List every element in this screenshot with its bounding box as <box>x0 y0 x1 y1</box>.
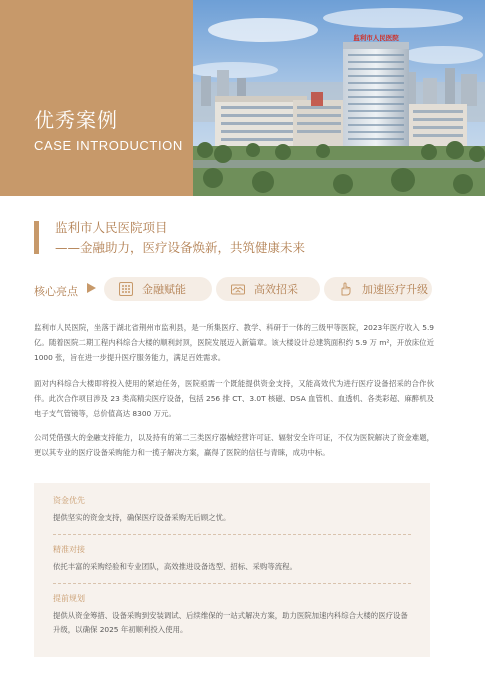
feature-item <box>53 593 413 637</box>
play-arrow-icon <box>84 281 98 295</box>
feature-title: 资金优先 <box>53 496 85 505</box>
feature-title: 精准对接 <box>53 545 85 554</box>
hero-banner <box>0 0 485 196</box>
feature-box <box>34 483 430 657</box>
project-tagline: ——金融助力，医疗设备焕新，共筑健康未来 <box>55 240 306 255</box>
feature-item <box>53 544 413 574</box>
body-paragraph: 公司凭借强大的金融支持能力，以及持有的第二三类医疗器械经营许可证、辐射安全许可证，不仅为医院解决了资金难题，更以其专业的医疗设备采购能力和一揽子解决方案，赢得了医院的信任与青睐，成功中标。 <box>34 433 434 457</box>
grid-dots-icon <box>118 281 134 297</box>
project-title: 监利市人民医院项目 <box>55 220 168 235</box>
highlight-pill-upgrade <box>324 277 432 301</box>
page-title: 优秀案例 <box>34 108 118 132</box>
feature-text: 依托丰富的采购经验和专业团队，高效推进设备选型、招标、采购等流程。 <box>53 562 297 571</box>
page-subtitle: CASE INTRODUCTION <box>34 138 183 153</box>
hospital-sign: 监利市人民医院 <box>353 34 399 42</box>
feature-text: 提供坚实的资金支持，确保医疗设备采购无后顾之忧。 <box>53 513 231 522</box>
feature-item <box>53 495 413 525</box>
feature-text: 提供从资金筹措、设备采购到安装调试、后续维保的一站式解决方案，助力医院加速内科综合大楼的医疗设备升级，以确保 2025 年初顺利投入使用。 <box>53 611 408 634</box>
hand-up-icon <box>338 281 354 297</box>
highlight-label: 加速医疗升级 <box>362 283 428 296</box>
accent-bar <box>34 221 39 254</box>
highlight-pill-finance <box>104 277 212 301</box>
highlight-label: 金融赋能 <box>142 283 186 296</box>
divider <box>53 534 411 535</box>
highlight-label: 高效招采 <box>254 283 298 296</box>
handshake-icon <box>230 281 246 297</box>
divider <box>53 583 411 584</box>
hospital-photo <box>193 0 485 196</box>
hero-title-panel <box>0 0 193 196</box>
feature-title: 提前规划 <box>53 594 85 603</box>
highlights-label: 核心亮点 <box>34 285 78 298</box>
body-paragraph: 面对内科综合大楼即将投入使用的紧迫任务，医院亟需一个既能提供资金支持，又能高效代为进行医疗设备招采的合作伙伴。此次合作项目涉及 23 类高精尖医疗设备，包括 256 排 CT、3.0T 核磁、DSA 血管机、血透机、各类彩超、麻醉机及电子支气管镜等，总价值高达 8300 万元。 <box>34 379 434 418</box>
highlight-pill-procurement <box>216 277 320 301</box>
body-paragraph: 监利市人民医院，坐落于湖北省荆州市监利县，是一所集医疗、教学、科研于一体的三级甲等医院，2023年医疗收入 5.9 亿。随着医院二期工程内科综合大楼的顺利封顶，医院发展迈入新篇章。该大楼设计总建筑面积约 5.9 万 m²，开放床位近 1000 张，旨在进一步提升医疗服务能力，满足百姓需求。 <box>34 323 434 362</box>
